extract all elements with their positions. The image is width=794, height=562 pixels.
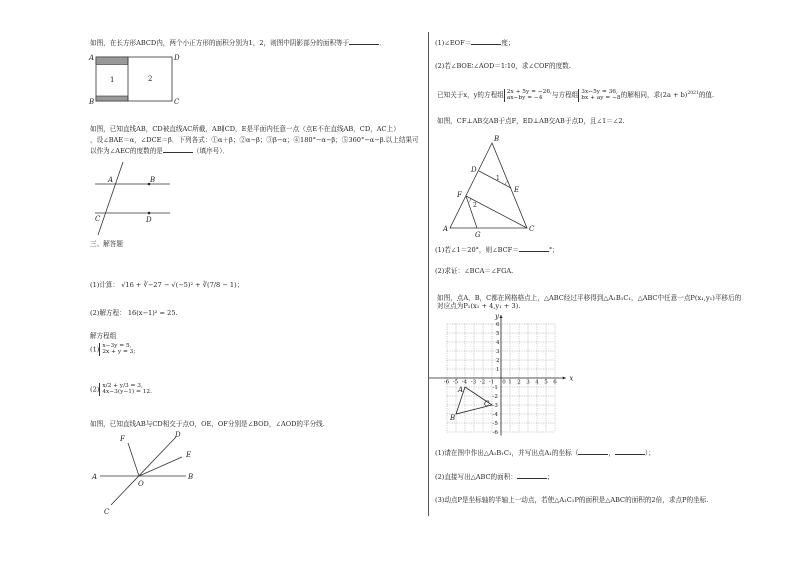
x-tick-label: 4 xyxy=(535,379,539,386)
answer-blank[interactable] xyxy=(163,146,193,153)
question-rectangle xyxy=(90,38,386,47)
grid-part1 xyxy=(435,448,655,457)
x-tick-label: 2 xyxy=(517,379,521,386)
answer-blank-y[interactable] xyxy=(615,448,645,455)
triangle-part1 xyxy=(435,245,559,254)
text: 以作为∠AEC的度数的是 xyxy=(90,147,163,155)
answer-blank[interactable] xyxy=(517,472,547,479)
text: (1) xyxy=(90,345,100,354)
x-tick-label: 6 xyxy=(553,379,557,386)
text: ； xyxy=(236,281,244,289)
label-f: F xyxy=(457,191,462,199)
y-axis-arrow-icon xyxy=(500,315,503,318)
y-tick-label: -3 xyxy=(492,403,498,410)
grid-part2 xyxy=(435,472,554,481)
grid-part3: (3)动点P是坐标轴的半轴上一动点，若使△A₁C₁P的面积是△ABC的面积的2倍，求点P的坐标. xyxy=(435,496,709,504)
y-tick-label: 2 xyxy=(496,358,500,365)
y-tick-label: -2 xyxy=(492,394,498,401)
equation: 3x−5y = 36, xyxy=(581,88,618,95)
x-tick-label: 3 xyxy=(526,379,530,386)
text: (2)解方程： xyxy=(90,309,126,317)
label-e: E xyxy=(514,186,520,194)
answer-blank[interactable] xyxy=(471,38,501,45)
label-a: A xyxy=(443,225,449,233)
text: (2)直接写出△ABC的面积： xyxy=(435,473,517,481)
calc-1 xyxy=(90,281,243,289)
x-tick-label: -4 xyxy=(461,379,468,386)
label-square-2: 2 xyxy=(148,75,153,83)
answer-blank-x[interactable] xyxy=(578,448,608,455)
x-tick-label: -5 xyxy=(452,379,459,386)
question-parallel-line2: ，设∠BAE＝α，∠DCE＝β．下列各式：①α＋β；②α−β；③β−α；④180°−α−β；⑤360°−α−β.以上结果可 xyxy=(90,136,419,144)
x-tick-label: -3 xyxy=(470,379,477,386)
line-ac xyxy=(98,162,123,235)
text: ）； xyxy=(644,449,655,457)
label-b: B xyxy=(89,98,95,106)
text: 与方程组 xyxy=(551,91,579,100)
text: 的解相同，求(2a + b) xyxy=(620,91,688,100)
calc-2 xyxy=(90,309,178,317)
shaded-bottom xyxy=(96,96,128,101)
label-c: C xyxy=(95,215,101,223)
triangle-part2: (2)求证：∠BCA＝∠FGA. xyxy=(435,267,514,275)
y-tick-label: 6 xyxy=(496,322,500,329)
label-a: A xyxy=(108,176,114,184)
systems-title: 解方程组 xyxy=(90,332,117,340)
equation: 2x + y = 3; xyxy=(102,349,136,356)
y-tick-label: 3 xyxy=(496,349,500,356)
point-label-b: B xyxy=(450,414,456,422)
text: ； xyxy=(546,473,554,481)
answer-blank[interactable] xyxy=(349,38,379,45)
label-b: B xyxy=(188,473,194,481)
question-angle: 如图，已知直线AB与CD相交于点O，OE，OF分别是∠BOD，∠AOD的平分线. xyxy=(90,420,325,428)
triangle-question: 如图，CF⊥AB交AB于点F，ED⊥AB交AB于点D，且∠1＝∠2. xyxy=(437,117,625,125)
x-tick-label: -1 xyxy=(488,379,495,386)
label-2: 2 xyxy=(473,202,477,209)
equation: bx + ay = −8 xyxy=(581,95,621,102)
text: (2) xyxy=(90,385,100,394)
label-e: E xyxy=(186,451,192,459)
label-c: C xyxy=(104,508,110,516)
label-o: O xyxy=(138,480,144,488)
question-parallel-line1: 如图，已知直线AB，CD被直线AC所截，AB∥CD，E是平面内任意一点（点E不在直线AB，CD，AC上） xyxy=(90,125,400,133)
text: (1)请在图中作出△A₁B₁C₁，并写出点A₁的坐标（ xyxy=(435,449,579,457)
ray-oe xyxy=(139,457,182,476)
text: 的值. xyxy=(698,91,715,100)
x-tick-label: 1 xyxy=(508,379,512,386)
x-tick-label: -2 xyxy=(479,379,486,386)
label-b: B xyxy=(494,135,500,143)
label-d: D xyxy=(146,216,152,224)
label-c: C xyxy=(174,98,180,106)
y-tick-label: -4 xyxy=(492,412,498,419)
shaded-top xyxy=(96,57,128,65)
y-tick-label: 1 xyxy=(496,367,500,374)
text: （填序号）． xyxy=(192,147,230,155)
eof-question xyxy=(435,38,514,47)
equation: x−3y = 5, xyxy=(102,343,132,349)
exponent: 2021 xyxy=(687,91,699,96)
grid-question-line1: 如图，点A，B，C都在网格格点上，△ABC经过平移得到△A₁B₁C₁，△ABC中任意一点P(x₁,y₁)平移后的 xyxy=(437,294,742,302)
equation: 2x + 5y = −26, xyxy=(506,88,552,95)
answer-blank[interactable] xyxy=(519,245,549,252)
point-label-a: A xyxy=(458,386,464,394)
y-tick-label: 5 xyxy=(496,331,500,338)
y-tick-label: -6 xyxy=(492,430,498,437)
y-tick-label: -1 xyxy=(492,385,498,392)
text: . xyxy=(175,309,178,317)
text: (1)计算： xyxy=(90,281,120,289)
section-heading: 三、解答题 xyxy=(90,240,123,248)
ray-of xyxy=(128,443,139,476)
equation: 4x−3(y−1) = 12. xyxy=(102,389,152,396)
label-1: 1 xyxy=(496,175,500,182)
x-tick-label: -6 xyxy=(443,379,450,386)
label-b: B xyxy=(150,176,156,184)
x-tick-label: 5 xyxy=(544,379,548,386)
label-g: G xyxy=(475,231,481,239)
label-square-1: 1 xyxy=(110,76,115,84)
x-axis-arrow-icon xyxy=(563,377,566,380)
x-tick-label: 0 xyxy=(502,379,506,386)
label-d: D xyxy=(471,166,477,174)
label-c: C xyxy=(529,225,535,233)
equation-system xyxy=(99,383,152,396)
grid-question-line2: 对应点为P₁(x₁ + 4,y₁ + 3). xyxy=(437,302,521,310)
point-d xyxy=(148,212,151,215)
text: ， xyxy=(608,449,615,457)
equation: ax−by = −4 xyxy=(506,95,543,102)
text: (1)若∠1＝20°，则∠BCF＝ xyxy=(435,246,519,254)
segment-de xyxy=(479,171,511,188)
line-cd xyxy=(111,437,176,505)
punct: ． xyxy=(379,39,386,47)
system-1 xyxy=(90,343,135,356)
boe-question: (2)若∠BOE∶∠AOD＝1∶10，求∠COF的度数. xyxy=(435,62,571,70)
text: 度； xyxy=(501,39,515,47)
equation-system xyxy=(99,343,135,356)
text: °； xyxy=(548,246,559,254)
equation-system-1 xyxy=(504,89,552,102)
label-d: D xyxy=(175,431,181,439)
question-text: 如图，在长方形ABCD内，两个小正方形的面积分别为1，2，则图中阴影部分的面积等于 xyxy=(90,39,350,47)
question-parallel-line3 xyxy=(90,146,229,155)
label-a: A xyxy=(89,54,95,62)
column-divider xyxy=(428,32,429,516)
y-axis-label: y xyxy=(495,312,499,321)
system-question xyxy=(437,87,714,102)
math-expression: √16 + ∛−27 − √(−5)² + ∛(7/8 − 1) xyxy=(121,281,237,289)
text: (1)∠EOF＝ xyxy=(435,39,472,47)
x-axis-label: x xyxy=(569,374,574,383)
system-2 xyxy=(90,383,152,396)
equation: x/2 + y/3 = 3, xyxy=(102,383,143,389)
equation-system-2 xyxy=(578,89,620,102)
label-d: D xyxy=(174,54,180,62)
point-label-c: C xyxy=(484,400,490,408)
label-a: A xyxy=(92,473,98,481)
y-tick-label: -5 xyxy=(492,421,498,428)
label-f: F xyxy=(120,435,125,443)
math-expression: 16(x−1)² = 25 xyxy=(127,309,176,317)
y-tick-label: 4 xyxy=(496,340,500,347)
text: 已知关于x，y的方程组 xyxy=(437,91,504,100)
